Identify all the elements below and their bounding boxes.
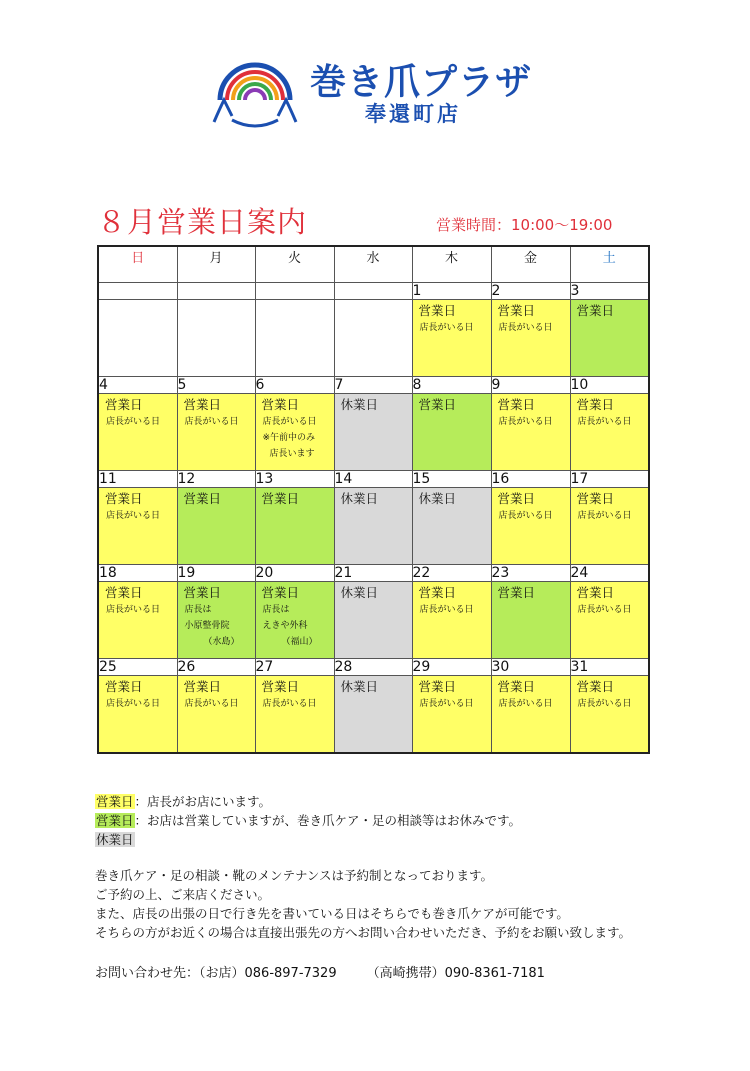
day-cell [255, 300, 334, 377]
day-cell [98, 676, 177, 754]
day-status: 営業日 [261, 679, 300, 694]
date-number [255, 283, 334, 300]
day-cell [98, 488, 177, 565]
day-cell [491, 300, 570, 377]
day-status: 営業日 [183, 397, 222, 412]
date-number: 19 [177, 565, 255, 582]
date-number: 4 [98, 377, 177, 394]
info-line: また、店長の出張の日で行き先を書いている日はそちらでも巻き爪ケアが可能です。 [95, 906, 569, 921]
day-note: 店長がいる日 [184, 417, 239, 427]
date-number: 21 [334, 565, 412, 582]
day-cell [177, 676, 255, 754]
date-number [177, 283, 255, 300]
day-status: 営業日 [261, 397, 300, 412]
legend-label: 営業日 [96, 813, 134, 828]
day-status: 営業日 [418, 303, 457, 318]
date-number: 24 [570, 565, 649, 582]
date-number: 8 [412, 377, 491, 394]
day-cell [412, 488, 491, 565]
day-cell [177, 394, 255, 471]
day-status: 営業日 [183, 679, 222, 694]
day-note: 店長がいる日 [419, 323, 474, 333]
day-status: 営業日 [497, 303, 536, 318]
day-cell [255, 394, 334, 471]
date-number: 7 [334, 377, 412, 394]
date-number [334, 283, 412, 300]
date-number: 23 [491, 565, 570, 582]
status-row [98, 488, 649, 565]
date-number-row [98, 659, 649, 676]
day-cell [570, 300, 649, 377]
day-status: 営業日 [497, 585, 536, 600]
date-number: 12 [177, 471, 255, 488]
day-cell [412, 582, 491, 659]
brand-branch: 奉還町店 [365, 102, 461, 126]
day-status: 営業日 [261, 585, 300, 600]
day-cell [98, 582, 177, 659]
day-note: 店長います [269, 449, 315, 459]
date-number: 6 [255, 377, 334, 394]
status-row [98, 582, 649, 659]
day-status: 営業日 [497, 491, 536, 506]
day-cell [255, 676, 334, 754]
day-cell [334, 582, 412, 659]
day-status: 営業日 [576, 585, 615, 600]
date-number: 3 [570, 283, 649, 300]
day-cell [334, 488, 412, 565]
day-status: 営業日 [183, 491, 222, 506]
day-note: 店長がいる日 [106, 699, 161, 709]
day-note: 店長がいる日 [419, 699, 474, 709]
weekday-wed: 水 [334, 246, 412, 283]
info-line: ご予約の上、ご来店ください。 [95, 887, 271, 902]
weekday-header-row [98, 246, 649, 283]
day-cell [334, 676, 412, 754]
day-note: 店長がいる日 [106, 417, 161, 427]
date-number: 30 [491, 659, 570, 676]
legend-label: 休業日 [96, 832, 134, 847]
date-number-row [98, 283, 649, 300]
day-cell [570, 488, 649, 565]
date-number: 27 [255, 659, 334, 676]
weekday-thu: 木 [412, 246, 491, 283]
day-cell [98, 300, 177, 377]
business-hours: 営業時間：10:00〜19:00 [436, 216, 613, 234]
date-number: 11 [98, 471, 177, 488]
day-cell [98, 394, 177, 471]
day-status: 営業日 [105, 679, 143, 694]
date-number: 28 [334, 659, 412, 676]
date-number-row [98, 377, 649, 394]
weekday-sun: 日 [98, 246, 177, 283]
day-cell [334, 394, 412, 471]
day-note: 店長がいる日 [577, 605, 632, 615]
day-cell [491, 394, 570, 471]
day-status: 休業日 [340, 585, 379, 600]
day-note: 店長がいる日 [262, 699, 317, 709]
day-status: 営業日 [497, 397, 536, 412]
day-status: 営業日 [105, 397, 143, 412]
day-status: 休業日 [340, 491, 379, 506]
legend-item [95, 811, 521, 830]
page-title: ８月営業日案内 [97, 205, 308, 239]
date-number: 29 [412, 659, 491, 676]
day-status: 営業日 [105, 491, 143, 506]
day-status: 営業日 [261, 491, 300, 506]
date-number: 17 [570, 471, 649, 488]
info-line: そちらの方がお近くの場合は直接出張先の方へお問い合わせいただき、予約をお願い致します。 [95, 925, 632, 940]
store-phone: お問い合わせ先：（お店）086-897-7329 [95, 966, 337, 981]
weekday-sat: 土 [570, 246, 649, 283]
day-status: 営業日 [576, 303, 615, 318]
legend-text: ：お店は営業していますが、巻き爪ケア・足の相談等はお休みです。 [134, 813, 522, 828]
day-note: 店長がいる日 [106, 605, 161, 615]
day-cell [491, 488, 570, 565]
brand-name: 巻き爪プラザ [310, 62, 533, 103]
day-note: （福山） [281, 637, 318, 647]
day-status: 営業日 [418, 397, 457, 412]
calendar-table [97, 245, 650, 754]
date-number-row [98, 565, 649, 582]
day-cell [177, 488, 255, 565]
date-number: 5 [177, 377, 255, 394]
contact-info [95, 962, 575, 981]
date-number: 10 [570, 377, 649, 394]
day-note: 店長は [262, 605, 290, 615]
day-cell [255, 582, 334, 659]
date-number: 1 [412, 283, 491, 300]
legend-item [95, 830, 521, 849]
day-cell [570, 582, 649, 659]
date-number: 15 [412, 471, 491, 488]
day-note: 店長がいる日 [577, 699, 632, 709]
legend [95, 792, 521, 849]
day-note: （水島） [203, 637, 240, 647]
day-cell [570, 676, 649, 754]
day-note: 店長がいる日 [498, 417, 553, 427]
status-row [98, 394, 649, 471]
day-status: 営業日 [576, 397, 615, 412]
day-status: 営業日 [105, 585, 143, 600]
day-note: 店長がいる日 [106, 511, 161, 521]
day-cell [412, 300, 491, 377]
day-note: 店長がいる日 [262, 417, 317, 427]
day-status: 営業日 [576, 491, 615, 506]
status-row [98, 300, 649, 377]
legend-label: 営業日 [96, 794, 134, 809]
date-number-row [98, 471, 649, 488]
day-note: ※午前中のみ [262, 433, 316, 443]
day-cell [334, 300, 412, 377]
info-text [95, 866, 631, 942]
day-cell [570, 394, 649, 471]
date-number [98, 283, 177, 300]
day-note: 小原整骨院 [184, 621, 230, 631]
rainbow-logo-icon [210, 50, 300, 130]
day-status: 営業日 [418, 585, 457, 600]
day-cell [255, 488, 334, 565]
day-note: えきや外科 [262, 621, 308, 631]
day-note: 店長がいる日 [498, 323, 553, 333]
day-status: 休業日 [418, 491, 457, 506]
day-note: 店長がいる日 [577, 417, 632, 427]
day-note: 店長は [184, 605, 212, 615]
date-number: 14 [334, 471, 412, 488]
day-cell [491, 582, 570, 659]
day-status: 営業日 [418, 679, 457, 694]
day-cell [491, 676, 570, 754]
legend-item [95, 792, 521, 811]
day-note: 店長がいる日 [498, 699, 553, 709]
date-number: 2 [491, 283, 570, 300]
day-status: 休業日 [340, 397, 379, 412]
day-note: 店長がいる日 [184, 699, 239, 709]
mobile-phone: （高崎携帯）090-8361-7181 [366, 966, 545, 981]
day-note: 店長がいる日 [498, 511, 553, 521]
date-number: 25 [98, 659, 177, 676]
day-status: 休業日 [340, 679, 379, 694]
day-note: 店長がいる日 [577, 511, 632, 521]
weekday-fri: 金 [491, 246, 570, 283]
info-line: 巻き爪ケア・足の相談・靴のメンテナンスは予約制となっております。 [95, 868, 494, 883]
brand-logo [210, 50, 550, 130]
weekday-tue: 火 [255, 246, 334, 283]
date-number: 26 [177, 659, 255, 676]
day-cell [412, 394, 491, 471]
day-note: 店長がいる日 [419, 605, 474, 615]
day-status: 営業日 [576, 679, 615, 694]
day-cell [177, 300, 255, 377]
date-number: 31 [570, 659, 649, 676]
date-number: 18 [98, 565, 177, 582]
date-number: 20 [255, 565, 334, 582]
date-number: 9 [491, 377, 570, 394]
legend-text: ：店長がお店にいます。 [134, 794, 272, 809]
date-number: 13 [255, 471, 334, 488]
date-number: 22 [412, 565, 491, 582]
status-row [98, 676, 649, 754]
day-status: 営業日 [497, 679, 536, 694]
day-cell [412, 676, 491, 754]
weekday-mon: 月 [177, 246, 255, 283]
date-number: 16 [491, 471, 570, 488]
day-status: 営業日 [183, 585, 222, 600]
day-cell [177, 582, 255, 659]
